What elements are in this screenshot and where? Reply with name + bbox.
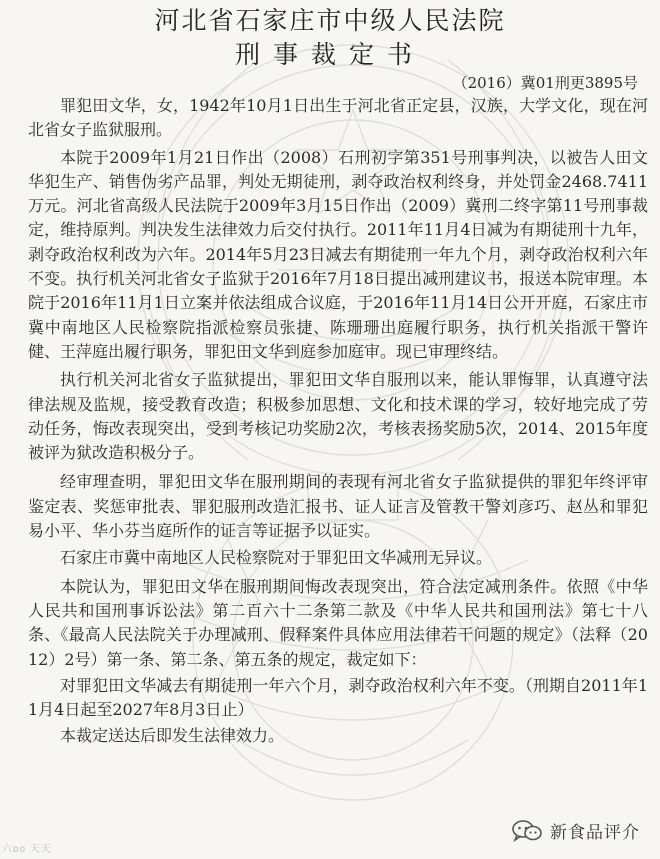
paragraph-defendant-info: 罪犯田文华，女，1942年10月1日出生于河北省正定县，汉族，大学文化，现在河北省女子监狱服刑。 [28,96,648,140]
paragraph-procuratorate-opinion: 石家庄市冀中南地区人民检察院对于罪犯田文华减刑无异议。 [60,548,493,568]
paragraph-court-opinion: 本院认为，罪犯田文华在服刑期间悔改表现突出，符合法定减刑条件。依照《中华人民共和国刑事诉讼法》第二百六十二条第二款及《中华人民共和国刑法》第七十八条、《最高人民法院关于办理减刑、假释案件具体应用法律若干问题的规定》（法释（2012）2号）第一条、第二条、第五条的规定，裁定如下： [28,576,648,669]
site-watermark: 六ᴅᴏ 天天 [2,844,52,855]
document-type-title: 刑事裁定书 [234,40,425,69]
court-name: 河北省石家庄市中级人民法院 [154,6,506,35]
case-number: （2016）冀01刑更3895号 [452,74,638,92]
paragraph-ruling: 对罪犯田文华减去有期徒刑一年六个月，剥夺政治权利六年不变。（刑期自2011年11月4日起至2027年8月3日止） [28,675,648,720]
paragraph-prison-proposal: 执行机关河北省女子监狱提出，罪犯田文华自服刑以来，能认罪悔罪，认真遵守法律法规及监规，接受教育改造；积极参加思想、文化和技术课的学习，较好地完成了劳动任务，悔改表现突出，受到考核记功奖励2次，考核表扬奖励5次，2014、2015年度被评为狱改造积极分子。 [28,370,648,463]
paragraph-case-history: 本院于2009年1月21日作出（2008）石刑初字第351号刑事判决，以被告人田文华犯生产、销售伪劣产品罪，判处无期徒刑，剥夺政治权利终身，并处罚金2468.7411万元。河北省高级人民法院于2009年3月15日作出（2009）冀刑二终字第11号刑事裁定，维持原判。判决发生法律效力后交付执行。2011年11月4日减为有期徒刑十九年，剥夺政治权利改为六年。2014年5月23日减去有期徒刑一年九个月，剥夺政治权利六年不变。执行机关河北省女子监狱于2016年7月18日提出减刑建议书，报送本院审理。本院于2016年11月1日立案并依法组成合议庭，于2016年11月14日公开开庭，石家庄市冀中南地区人民检察院指派检察员张捷、陈珊珊出庭履行职务，执行机关指派干警许健、王萍庭出履行职务，罪犯田文华到庭参加庭审。现已审理终结。 [28,147,648,361]
paragraph-effect: 本裁定送达后即发生法律效力。 [60,726,285,746]
wechat-brand-badge [508,816,644,845]
document-body [28,94,648,749]
wechat-icon [512,819,542,843]
brand-name: 新食品评介 [550,823,640,843]
paragraph-findings: 经审理查明，罪犯田文华在服刑期间的表现有河北省女子监狱提供的罪犯年终评审鉴定表、奖惩审批表、罪犯服刑改造汇报书、证人证言及管教干警刘彦巧、赵丛和罪犯易小平、华小芬当庭所作的证言等证据予以证实。 [28,472,648,541]
